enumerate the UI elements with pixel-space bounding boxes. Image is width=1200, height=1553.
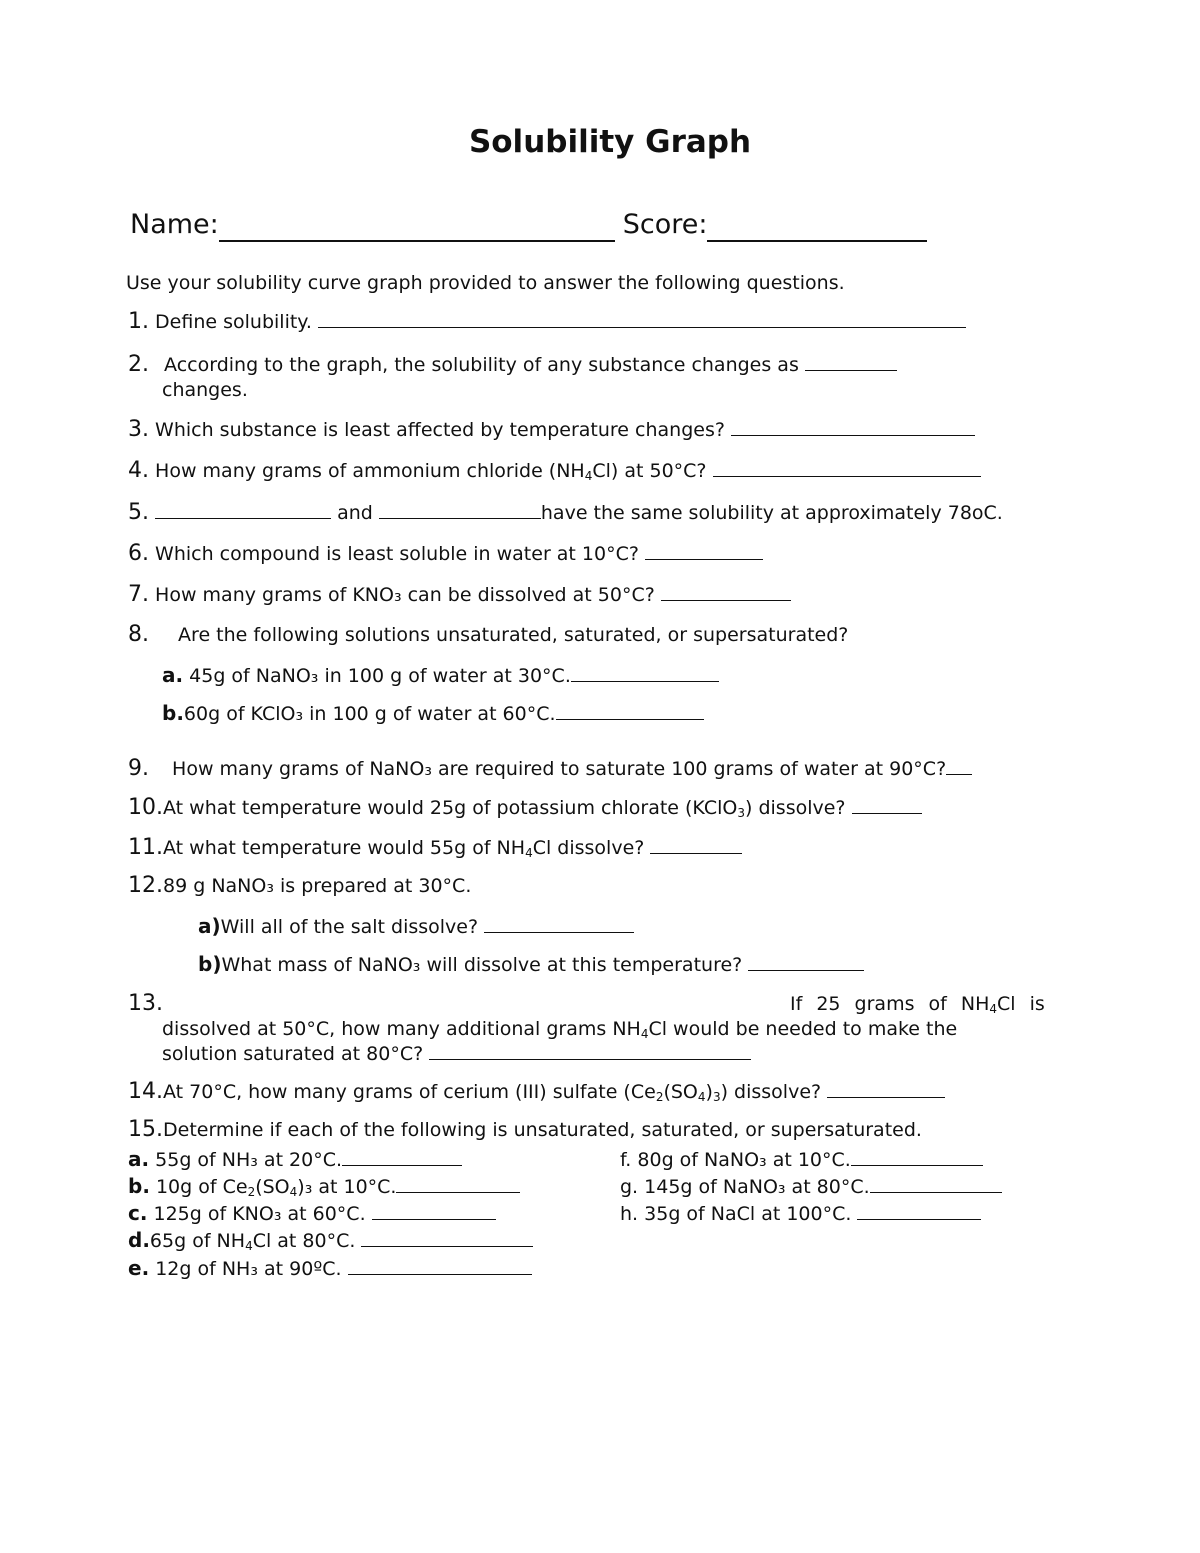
question-text: Which compound is least soluble in water at 10°C? (155, 543, 639, 565)
question-15 (128, 1118, 922, 1142)
question-13-line3: solution saturated at 80°C? (162, 1041, 751, 1066)
question-text: 89 g NaNO₃ is prepared at 30°C. (163, 875, 472, 897)
sub-text: 35g of NaCl at 100°C. (644, 1203, 852, 1225)
question-15f (620, 1147, 983, 1172)
sub-label: d. (128, 1228, 150, 1252)
sub-label: h. (620, 1203, 639, 1225)
question-number: 6. (128, 541, 149, 566)
answer-blank[interactable] (946, 756, 972, 775)
question-6 (128, 541, 763, 566)
question-12 (128, 874, 471, 898)
question-9 (128, 756, 972, 781)
sub-label: a) (198, 914, 221, 938)
answer-blank[interactable] (870, 1174, 1002, 1193)
question-10 (128, 795, 922, 820)
answer-blank[interactable] (852, 795, 922, 814)
question-15a (128, 1147, 462, 1172)
question-15e (128, 1256, 532, 1281)
name-field[interactable] (219, 210, 615, 242)
sub-label: b. (128, 1174, 150, 1198)
answer-blank[interactable] (731, 417, 975, 436)
answer-blank-1[interactable] (155, 500, 331, 519)
sub-text: 12g of NH₃ at 90ºC. (155, 1258, 342, 1280)
score-field[interactable] (707, 210, 927, 242)
sub-text: 60g of KClO₃ in 100 g of water at 60°C. (183, 703, 556, 725)
question-12a (198, 914, 634, 939)
question-13-line1: If 25 grams of $NH_4Cl$ is (790, 993, 1045, 1016)
question-15h (620, 1201, 981, 1226)
instructions: Use your solubility curve graph provided to answer the following questions. (126, 272, 845, 294)
question-number: 8. (128, 622, 149, 647)
answer-blank[interactable] (805, 352, 897, 371)
answer-blank[interactable] (342, 1147, 462, 1166)
question-8b (162, 701, 704, 726)
question-text-and: and (337, 502, 373, 524)
question-number: 2. (128, 352, 149, 377)
answer-blank[interactable] (645, 541, 763, 560)
question-number: 5. (128, 500, 149, 525)
sub-text: 45g of NaNO₃ in 100 g of water at 30°C. (189, 665, 571, 687)
sub-label: g. (620, 1176, 639, 1198)
question-4 (128, 458, 981, 483)
answer-blank[interactable] (851, 1147, 983, 1166)
answer-blank[interactable] (650, 835, 742, 854)
header-row (130, 208, 927, 242)
question-14 (128, 1079, 945, 1104)
sub-text: 80g of NaNO₃ at 10°C. (637, 1149, 851, 1171)
answer-blank[interactable] (318, 309, 966, 328)
question-text: At what temperature would 25g of potassium chlorate (KClO$_3$) dissolve? (163, 797, 846, 820)
question-13-line2: dissolved at 50°C, how many additional grams $NH_4Cl$ would be needed to make the (162, 1018, 958, 1041)
answer-blank[interactable] (556, 701, 704, 720)
sub-label: b. (162, 701, 184, 725)
sub-text: Will all of the salt dissolve? (220, 916, 479, 938)
question-number: 4. (128, 458, 149, 483)
question-8a (162, 663, 719, 688)
question-12b (198, 952, 864, 977)
answer-blank[interactable] (857, 1201, 981, 1220)
answer-blank[interactable] (713, 458, 981, 477)
sub-label: c. (128, 1201, 148, 1225)
question-3 (128, 417, 975, 442)
question-text: How many grams of KNO₃ can be dissolved at 50°C? (155, 584, 655, 606)
question-1 (128, 309, 966, 334)
sub-label: a. (162, 663, 184, 687)
answer-blank[interactable] (748, 952, 864, 971)
question-text: Determine if each of the following is unsaturated, saturated, or supersaturated. (163, 1119, 922, 1141)
question-number: 10. (128, 795, 163, 820)
question-2-continued: changes. (162, 379, 248, 401)
question-number: 12. (128, 873, 163, 898)
question-text: How many grams of ammonium chloride $(NH_4Cl)$ at 50°C? (155, 460, 707, 483)
question-5 (128, 500, 1003, 525)
question-15b (128, 1174, 520, 1199)
question-number: 7. (128, 582, 149, 607)
question-number: 1. (128, 309, 149, 334)
answer-blank[interactable] (429, 1041, 751, 1060)
sub-text: 145g of NaNO₃ at 80°C. (644, 1176, 870, 1198)
sub-text: 10g of $Ce_2(SO_4)_3$ at 10°C. (155, 1176, 397, 1199)
sub-text: 55g of NH₃ at 20°C. (155, 1149, 343, 1171)
answer-blank[interactable] (361, 1228, 533, 1247)
question-text: Define solubility. (155, 311, 312, 333)
answer-blank[interactable] (372, 1201, 496, 1220)
question-13-number (128, 992, 163, 1016)
question-text: Are the following solutions unsaturated, saturated, or supersaturated? (178, 624, 849, 646)
sub-text: 125g of KNO₃ at 60°C. (153, 1203, 366, 1225)
answer-blank[interactable] (661, 582, 791, 601)
question-text: According to the graph, the solubility of any substance changes as (164, 354, 799, 376)
question-number: 9. (128, 756, 149, 781)
answer-blank[interactable] (396, 1174, 520, 1193)
sub-label: f. (620, 1149, 632, 1171)
answer-blank[interactable] (827, 1079, 945, 1098)
question-11 (128, 835, 742, 860)
question-number: 3. (128, 417, 149, 442)
name-label: Name: (130, 209, 219, 240)
question-text: have the same solubility at approximately 78oC. (540, 502, 1003, 524)
question-text: At what temperature would 55g of $NH_4Cl$ dissolve? (163, 837, 645, 860)
question-text: Which substance is least affected by temperature changes? (155, 419, 725, 441)
question-number: 15. (128, 1117, 163, 1142)
sub-label: b) (198, 952, 222, 976)
question-15g (620, 1174, 1002, 1199)
question-15d (128, 1228, 533, 1253)
page-title: Solubility Graph (468, 124, 752, 160)
question-number: 13. (128, 991, 163, 1016)
question-15c (128, 1201, 496, 1226)
sub-text: 65g of $NH_4Cl$ at 80°C. (149, 1230, 356, 1253)
question-text: How many grams of NaNO₃ are required to saturate 100 grams of water at 90°C? (172, 758, 947, 780)
question-7 (128, 582, 791, 607)
question-number: 14. (128, 1079, 163, 1104)
question-8 (128, 623, 848, 647)
answer-blank-2[interactable] (379, 500, 541, 519)
sub-label: a. (128, 1147, 150, 1171)
score-label: Score: (622, 209, 708, 240)
answer-blank[interactable] (484, 914, 634, 933)
sub-text: What mass of NaNO₃ will dissolve at this temperature? (221, 954, 743, 976)
answer-blank[interactable] (348, 1256, 532, 1275)
question-text: At 70°C, how many grams of cerium (III) sulfate $(Ce_2(SO_4)_3)$ dissolve? (163, 1081, 822, 1104)
question-2 (128, 352, 897, 377)
question-number: 11. (128, 835, 163, 860)
answer-blank[interactable] (571, 663, 719, 682)
sub-label: e. (128, 1256, 150, 1280)
